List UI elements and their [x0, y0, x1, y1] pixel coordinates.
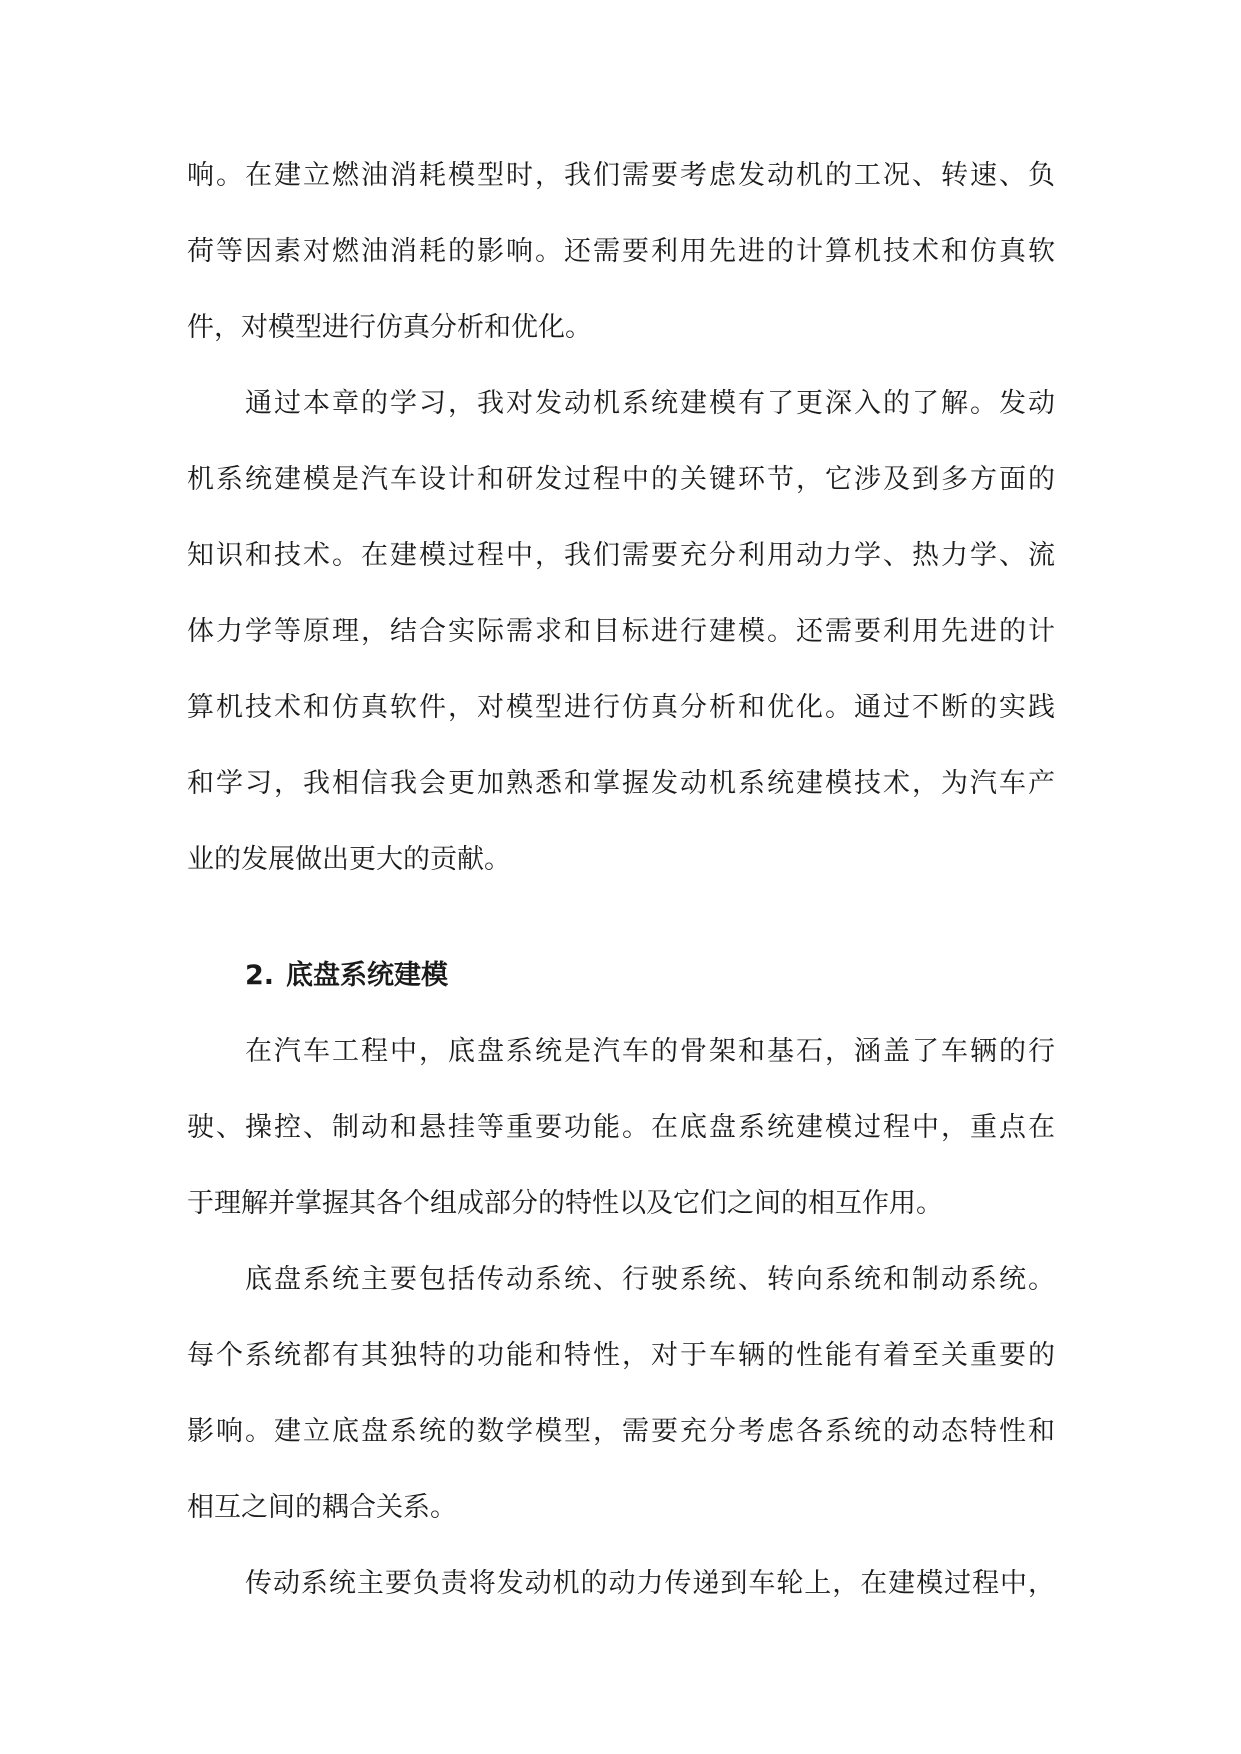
- text-line: 影响。建立底盘系统的数学模型，需要充分考虑各系统的动态特性和: [187, 1416, 1055, 1447]
- text-line: 每个系统都有其独特的功能和特性，对于车辆的性能有着至关重要的: [187, 1340, 1055, 1371]
- text-line: 相互之间的耦合关系。: [187, 1492, 457, 1523]
- text-line: 体力学等原理，结合实际需求和目标进行建模。还需要利用先进的计: [187, 616, 1055, 647]
- section-spacer: [187, 898, 1055, 938]
- text-line: 和学习，我相信我会更加熟悉和掌握发动机系统建模技术，为汽车产: [187, 768, 1055, 799]
- section-heading: [187, 938, 1055, 1014]
- paragraph-chassis-intro: [187, 1014, 1055, 1242]
- text-line: 于理解并掌握其各个组成部分的特性以及它们之间的相互作用。: [187, 1188, 943, 1219]
- section-title: 底盘系统建模: [286, 960, 449, 991]
- text-line: 件，对模型进行仿真分析和优化。: [187, 312, 592, 343]
- text-line: 通过本章的学习，我对发动机系统建模有了更深入的了解。发动: [245, 388, 1055, 419]
- section-number: 2.: [245, 960, 275, 991]
- text-line: 算机技术和仿真软件，对模型进行仿真分析和优化。通过不断的实践: [187, 692, 1055, 723]
- text-line: 知识和技术。在建模过程中，我们需要充分利用动力学、热力学、流: [187, 540, 1055, 571]
- page-body: [187, 138, 1055, 1622]
- text-line: 机系统建模是汽车设计和研发过程中的关键环节，它涉及到多方面的: [187, 464, 1055, 495]
- paragraph-chassis-subsystems: [187, 1242, 1055, 1546]
- text-line: 驶、操控、制动和悬挂等重要功能。在底盘系统建模过程中，重点在: [187, 1112, 1055, 1143]
- text-line: 荷等因素对燃油消耗的影响。还需要利用先进的计算机技术和仿真软: [187, 236, 1055, 267]
- text-line: 业的发展做出更大的贡献。: [187, 844, 511, 875]
- paragraph-chapter-summary: [187, 366, 1055, 898]
- text-line: 响。在建立燃油消耗模型时，我们需要考虑发动机的工况、转速、负: [187, 160, 1055, 191]
- paragraph-transmission: [187, 1546, 1055, 1622]
- text-line: 在汽车工程中，底盘系统是汽车的骨架和基石，涵盖了车辆的行: [245, 1036, 1055, 1067]
- paragraph-fuel-model: [187, 138, 1055, 366]
- text-line: 传动系统主要负责将发动机的动力传递到车轮上，在建模过程中，: [245, 1568, 1055, 1599]
- text-line: 底盘系统主要包括传动系统、行驶系统、转向系统和制动系统。: [245, 1264, 1055, 1295]
